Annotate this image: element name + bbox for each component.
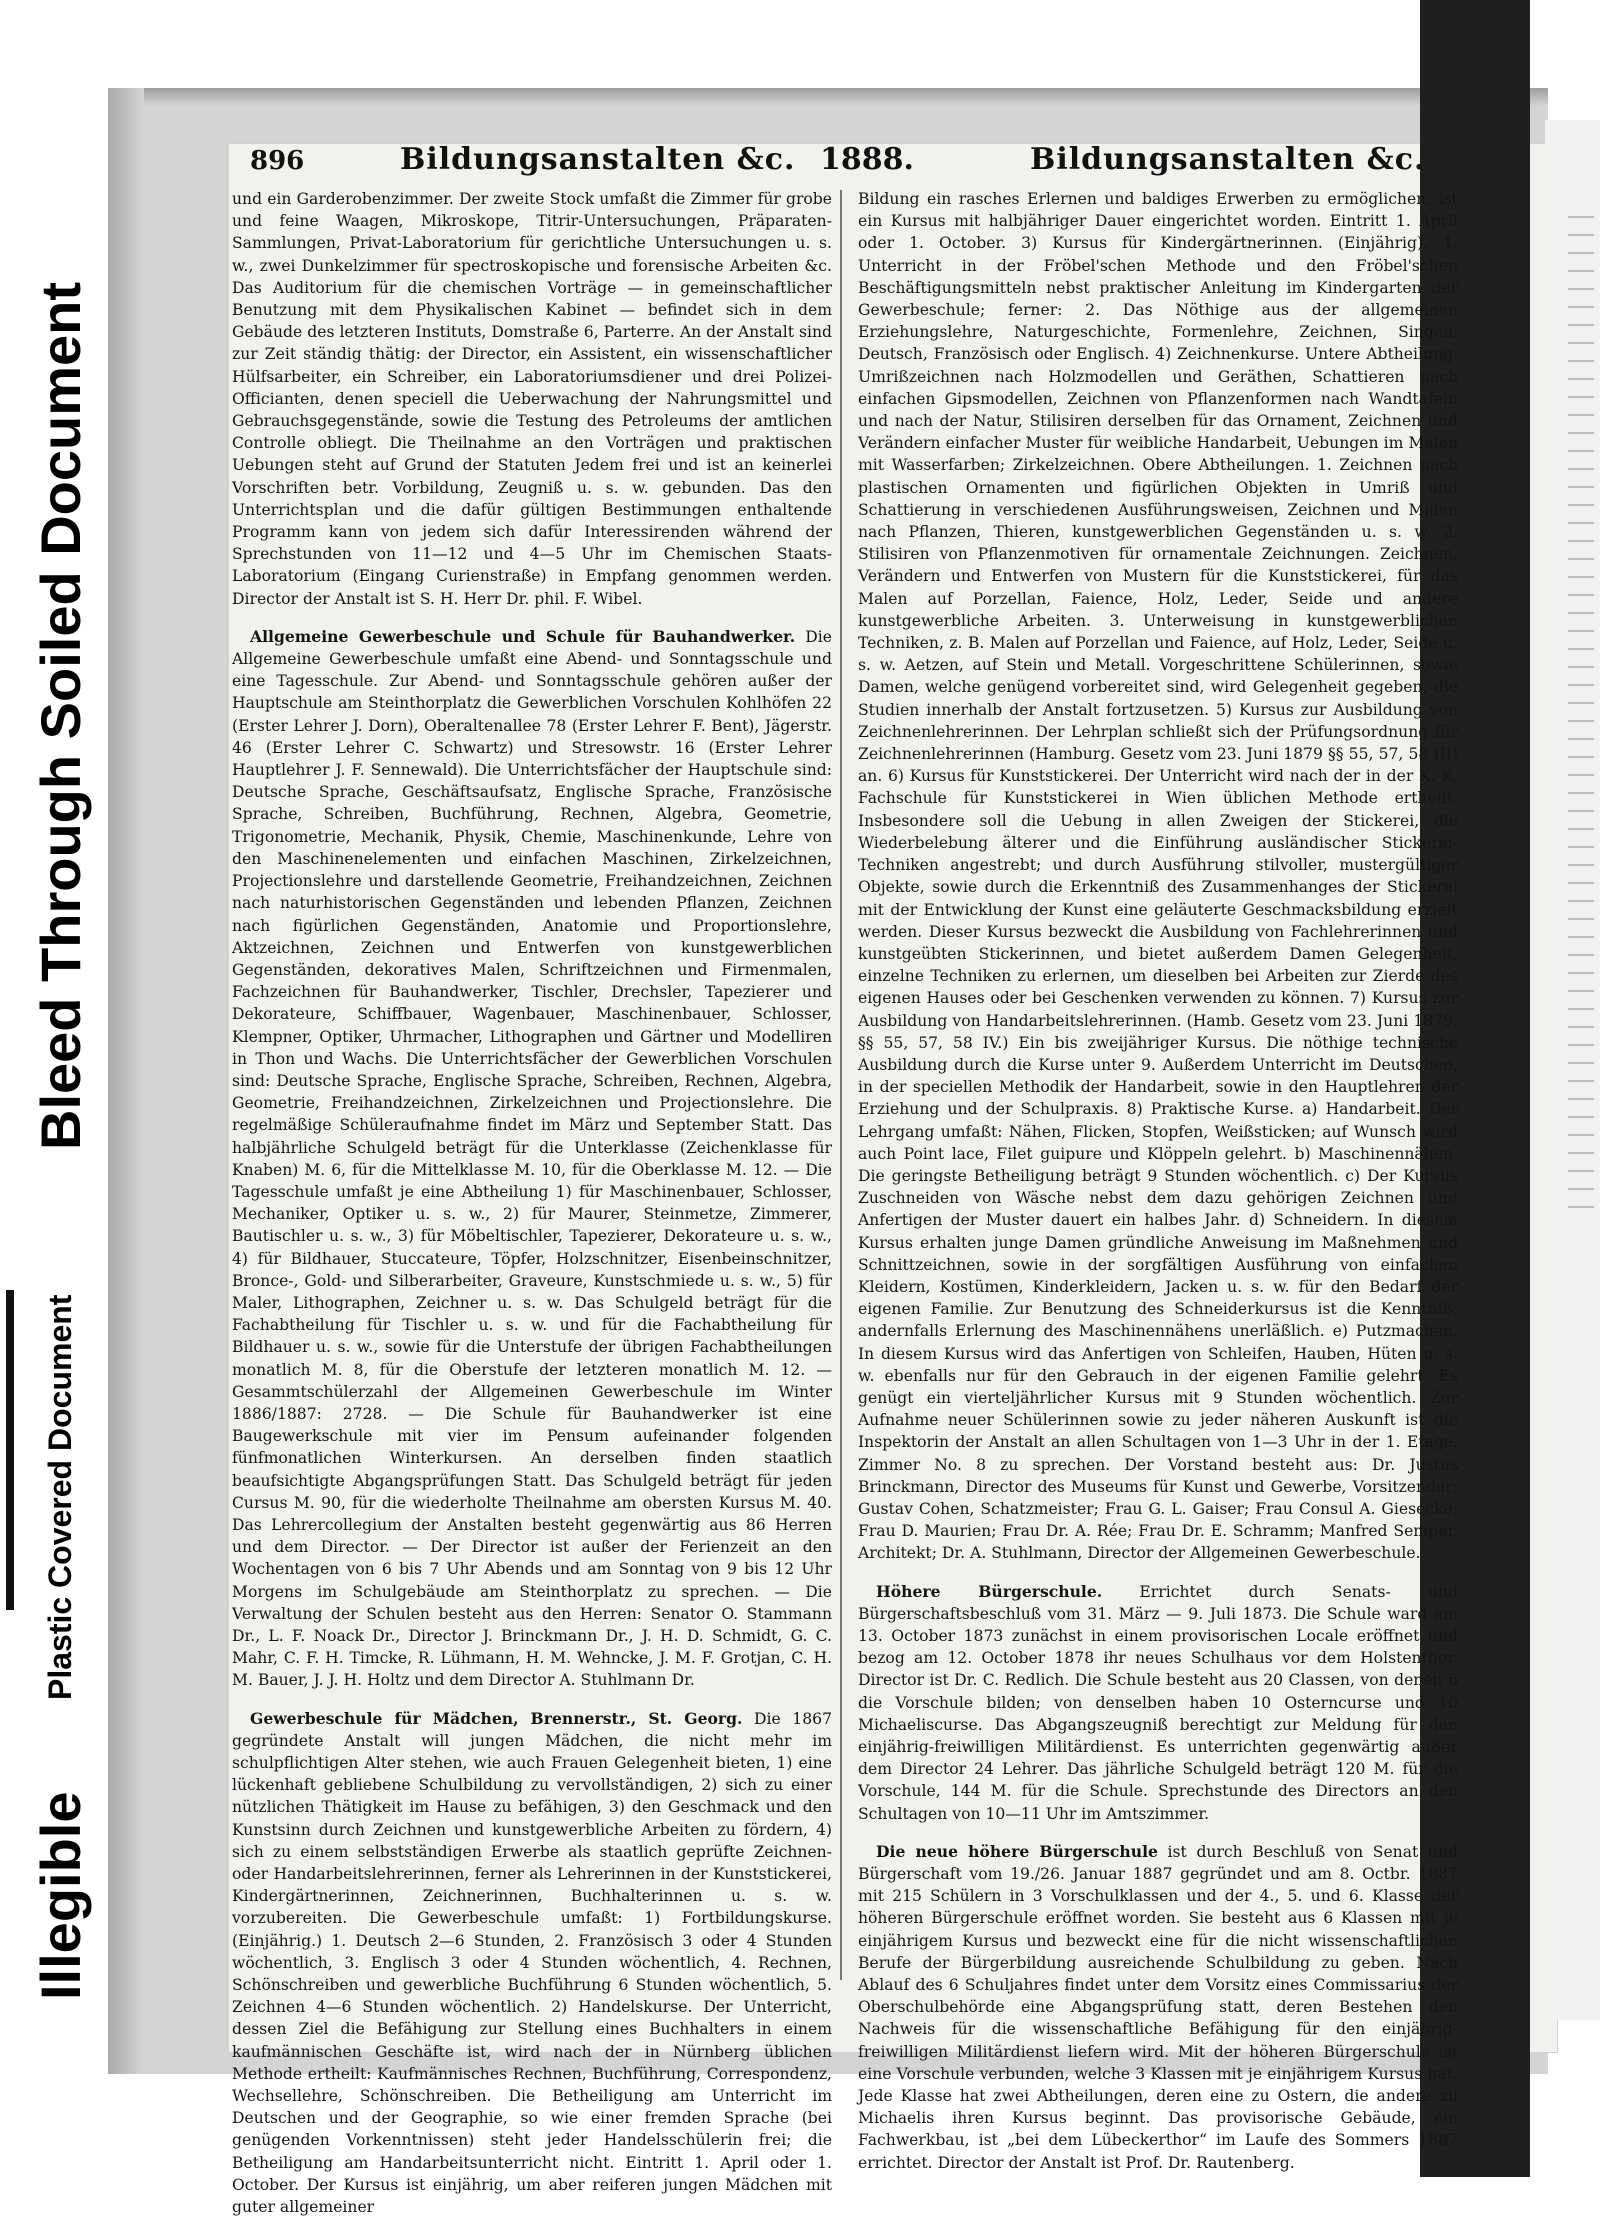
paragraph-body: ist durch Beschluß von Senat und Bürgerschaft vom 19./26. Januar 1887 gegründet und am 8. Octbr. 1887 mit 215 Schülern in 3 Vorschulklassen und der 4., 5. und 6. Klasse der höheren Bürgerschule eröffnet worden. Sie besteht aus 6 Klassen mit je einjährigem Kursus und bezweckt eine für die nicht wissenschaftlichen Berufe der Bürgerbildung ausreichende Schulbildung zu geben. Nach Ablauf des 6 Schuljahres findet unter dem Vorsitz eines Commissarius der Oberschulbehörde eine Abgangsprüfung statt, deren Bestehen den Nachweis für die wissenschaftliche Befähigung für den einjährig-freiwilligen Militärdienst liefern wird. Mit der höheren Bürgerschule ist eine Vorschule verbunden, welche 3 Klassen mit je einjährigem Kursus hat. Jede Klasse hat zwei Abtheilungen, deren eine zu Ostern, die andere zu Michaelis ihren Kursus beginnt. Das provisorische Gebäude, ein Fachwerkbau, ist „bei dem Lübeckerthor“ im Laufe des Sommers 1887 errichtet. Director der Anstalt ist Prof. Dr. Rautenberg. (858, 1842, 1458, 2172)
page-year: 1888. (820, 142, 914, 177)
text-paragraph (858, 1841, 1458, 2174)
section-heading: Die neue höhere Bürgerschule (876, 1841, 1158, 1861)
column-divider (840, 190, 842, 1980)
left-text-column (232, 188, 832, 2217)
paragraph-body: und ein Garderobenzimmer. Der zweite Stock umfaßt die Zimmer für grobe und feine Waagen, Mikroskope, Titrir-Untersuchungen, Präparaten-Sammlungen, Privat-Laboratorium für gerichtliche Untersuchungen u. s. w., zwei Dunkelzimmer für spectroskopische und forensische Arbeiten &c. Das Auditorium für die chemischen Vorträge — in gemeinschaftlicher Benutzung mit dem Physikalischen Kabinet — befindet sich in dem Gebäude des letzteren Instituts, Domstraße 6, Parterre. An der Anstalt sind zur Zeit ständig thätig: der Director, ein Assistent, ein wissenschaftlicher Hülfsarbeiter, ein Schreiber, ein Laboratoriumsdiener und drei Polizei-Officianten, denen speciell die Ueberwachung der Nahrungsmittel und Gebrauchsgegenstände, sowie die Testung des Petroleums der amtlichen Controlle obliegt. Die Theilnahme an den Vorträgen und praktischen Uebungen steht auf Grund der Statuten Jedem frei und ist an keinerlei Vorschriften betr. Vorbildung, Zeugniß u. s. w. gebunden. Das den Unterrichtsplan und die dafür gültigen Bestimmungen enthaltende Programm kann von jedem sich dafür Interessirenden während der Sprechstunden von 11—12 und 4—5 Uhr im Chemischen Staats-Laboratorium (Eingang Curienstraße) in Empfang genommen werden. Director der Anstalt ist S. H. Herr Dr. phil. F. Wibel. (232, 190, 832, 608)
section-heading: Höhere Bürgerschule. (876, 1581, 1103, 1601)
adjacent-page-text-trace (1568, 210, 1594, 1210)
paragraph-body: Bildung ein rasches Erlernen und baldiges Erwerben zu ermöglichen, ist ein Kursus mit halbjähriger Dauer eingerichtet worden. Eintritt 1. April oder 1. October. 3) Kursus für Kindergärtnerinnen. (Einjährig). 1. Unterricht in der Fröbel'schen Methode und den Fröbel'schen Beschäftigungsmitteln nebst praktischer Anleitung im Kindergarten der Gewerbeschule; ferner: 2. Das Nöthige aus der allgemeinen Erziehungslehre, Naturgeschichte, Formenlehre, Zeichnen, Singen, Deutsch, Französisch oder Englisch. 4) Zeichnenkurse. Untere Abtheilung. Umrißzeichnen nach Holzmodellen und Geräthen, Schattieren nach einfachen Gipsmodellen, Zeichnen von Pflanzenformen nach Wandtafeln und nach der Natur, Stilisiren derselben für das Ornament, Zeichnen und Verändern einfacher Muster für weibliche Handarbeit, Uebungen im Malen mit Wasserfarben; Zirkelzeichnen. Obere Abtheilungen. 1. Zeichnen nach plastischen Ornamenten und figürlichen Objekten in Umriß und Schattierung in verschiedenen Ausführungsweisen, Zeichnen und Malen nach Pflanzen, Thieren, kunstgewerblichen Gegenständen u. s. w. 2. Stilisiren von Pflanzenmotiven für ornamentale Zeichnungen. Zeichnen, Verändern und Entwerfen von Mustern für die Kunststickerei, für das Malen auf Porzellan, Faience, Holz, Leder, Seide und andere kunstgewerbliche Arbeiten. 3. Unterweisung in kunstgewerblichen Techniken, z. B. Malen auf Porzellan und Faience, auf Holz, Leder, Seide u. s. w. Aetzen, auf Stein und Metall. Vorgeschrittene Schülerinnen, sowie Damen, welche genügend vorbereitet sind, wird Gelegenheit gegeben, die Studien innerhalb der Anstalt fortzusetzen. 5) Kursus zur Ausbildung von Zeichnenlehrerinnen. Der Lehrplan schließt sich der Prüfungsordnung für Zeichnenlehrerinnen (Hamburg. Gesetz vom 23. Juni 1879 §§ 55, 57, 58 III) an. 6) Kursus für Kunststickerei. Der Unterricht wird nach der in der K. K. Fachschule für Kunststickerei in Wien üblichen Methode ertheilt. Insbesondere soll die Uebung in allen Zweigen der Stickerei, die Wiederbelebung älterer und die Einführung ausländischer Stickerei-Techniken angestrebt; und durch Ausführung stilvoller, mustergültiger Objekte, sowie durch die Erkenntniß des Zusammenhanges der Stickerei mit der Entwicklung der Kunst eine geläuterte Geschmacksbildung erzielt werden. Dieser Kursus bezweckt die Ausbildung von Fachlehrerinnen und kunstgeübten Stickerinnen, und bietet außerdem Damen Gelegenheit, einzelne Techniken zu erlernen, um dieselben bei Arbeiten zur Zierde des eigenen Hauses oder bei Geschenken verwenden zu können. 7) Kursus zur Ausbildung von Handarbeitslehrerinnen. (Hamb. Gesetz vom 23. Juni 1879, §§ 55, 57, 58 IV.) Ein bis zweijähriger Kursus. Die nöthige technische Ausbildung durch die Kurse unter 9. Außerdem Unterricht im Deutschen, in der speciellen Methodik der Handarbeit, sowie in den Hauptlehren der Erziehung und der Schulpraxis. 8) Praktische Kurse. a) Handarbeit. Der Lehrgang umfaßt: Nähen, Flicken, Stopfen, Weißsticken; auf Wunsch wird auch Point lace, Filet guipure und Klöppeln gelehrt. b) Maschinennähen. Die geringste Betheiligung beträgt 9 Stunden wöchentlich. c) Der Kursus Zuschneiden von Wäsche nebst dem dazu gehörigen Zeichnen und Anfertigen der Muster dauert ein halbes Jahr. d) Schneidern. In diesem Kursus erhalten junge Damen gründliche Anweisung im Maßnehmen und Schnittzeichnen, sowie in der sorgfältigen Ausführung von einfachen Kleidern, Kostümen, Kinderkleidern, Jacken u. s. w. für den Bedarf der eigenen Familie. Zur Benutzung des Schneiderkursus ist die Kenntniß, andernfalls Erlernung des Maschinennähens unerläßlich. e) Putzmachen. In diesem Kursus wird das Anfertigen von Schleifen, Hauben, Hüten u. s. w. ebenfalls nur für den Gebrauch in der eigenen Familie gelehrt. Es genügt ein vierteljährlicher Kursus mit 9 Stunden wöchentlich. Zur Aufnahme neuer Schülerinnen sowie zu jeder näheren Auskunft ist die Inspektorin der Anstalt an allen Schultagen von 1—3 Uhr in der 1. Etage, Zimmer No. 8 zu sprechen. Der Vorstand besteht aus: Dr. Justus Brinckmann, Director des Museums für Kunst und Gewerbe, Vorsitzender; Gustav Cohen, Schatzmeister; Frau G. L. Gaiser; Frau Consul A. Giesecke; Frau D. Maurien; Frau Dr. A. Rée; Frau Dr. E. Schramm; Manfred Semper, Architekt; Dr. A. Stuhlmann, Director der Allgemeinen Gewerbeschule. (858, 190, 1458, 1563)
paragraph-body: Die Allgemeine Gewerbeschule umfaßt eine Abend- und Sonntagsschule und eine Tagesschule. Zur Abend- und Sonntagsschule gehören außer der Hauptschule am Steinthorplatz die Gewerblichen Vorschulen Kohlhöfen 22 (Erster Lehrer J. Dorn), Oberaltenallee 78 (Erster Lehrer F. Bent), Jägerstr. 46 (Erster Lehrer C. Schwartz) und Stresowstr. 16 (Erster Lehrer Hauptlehrer J. F. Sennewald). Die Unterrichtsfächer der Hauptschule sind: Deutsche Sprache, Geschäftsaufsatz, Englische Sprache, Französische Sprache, Schreiben, Buchführung, Rechnen, Algebra, Geometrie, Trigonometrie, Mechanik, Physik, Chemie, Maschinenkunde, Lehre von den Maschinenelementen und einfachen Maschinen, Zirkelzeichnen, Projectionslehre und darstellende Geometrie, Freihandzeichnen, Zeichnen nach naturhistorischen Gegenständen und lebenden Pflanzen, Zeichnen nach figürlichen Gegenständen, Anatomie und Proportionslehre, Aktzeichnen, Zeichnen und Entwerfen von kunstgewerblichen Gegenständen, dekoratives Malen, Schriftzeichnen und Firmenmalen, Fachzeichnen für Bauhandwerker, Tischler, Drechsler, Tapezierer und Dekorateure, Schiffbauer, Wagenbauer, Maschinenbauer, Schlosser, Klempner, Optiker, Uhrmacher, Lithographen und Gärtner und Modelliren in Thon und Wachs. Die Unterrichtsfächer der Gewerblichen Vorschulen sind: Deutsche Sprache, Englische Sprache, Schreiben, Rechnen, Algebra, Geometrie, Freihandzeichnen, Zirkelzeichnen und Projectionslehre. Die regelmäßige Schüleraufnahme findet im März und September Statt. Das halbjährliche Schulgeld beträgt für die Unterklasse (Zeichenklasse für Knaben) M. 6, für die Mittelklasse M. 10, für die Oberklasse M. 12. — Die Tagesschule umfaßt je eine Abtheilung 1) für Maschinenbauer, Schlosser, Mechaniker, Optiker u. s. w., 2) für Maurer, Steinmetze, Zimmerer, Bautischler u. s. w., 3) für Möbeltischler, Tapezierer, Dekorateure u. s. w., 4) für Bildhauer, Stuccateure, Töpfer, Holzschnitzer, Eisenbeinschnitzer, Bronce-, Gold- und Silberarbeiter, Graveure, Kunstschmiede u. s. w., 5) für Maler, Lithographen, Zeichner u. s. w. Das Schulgeld beträgt für die Fachabtheilung für Tischler u. s. w. und für die Fachabtheilung für Bildhauer u. s. w., sowie für die Unterstufe der übrigen Fachabtheilungen monatlich M. 8, für die Oberstufe der letzteren monatlich M. 12. — Gesammtschülerzahl der Allgemeinen Gewerbeschule im Winter 1886/1887: 2728. — Die Schule für Bauhandwerker ist eine Baugewerkschule mit vier im Pensum aufeinander folgenden fünfmonatlichen Winterkursen. An derselben finden staatlich beaufsichtigte Abgangsprüfungen Statt. Das Schulgeld beträgt für jeden Cursus M. 90, für die wiederholte Theilnahme am obersten Kursus M. 40. Das Lehrercollegium der Anstalten besteht gegenwärtig aus 86 Herren und dem Director. — Der Director ist außer der Ferienzeit an den Wochentagen von 6 bis 7 Uhr Abends und am Sonntag von 9 bis 12 Uhr Morgens im Schulgebäude am Steinthorplatz zu sprechen. — Die Verwaltung der Schulen besteht aus den Herren: Senator O. Stammann Dr., L. F. Noack Dr., Director J. Brinckmann Dr., J. H. D. Schmidt, G. C. Mahr, C. F. H. Timcke, R. Lühmann, H. M. Wehncke, J. M. F. Grotjan, C. H. M. Bauer, J. J. H. Holtz und dem Director A. Stuhlmann Dr. (232, 627, 832, 1690)
paragraph-gap (232, 610, 832, 626)
right-text-column (858, 188, 1458, 2172)
bleed-through-stamp: Bleed Through Soiled Document (29, 281, 92, 1150)
paragraph-gap (858, 1825, 1458, 1841)
edge-mark (6, 1290, 14, 1610)
running-title-left: Bildungsanstalten &c. (400, 142, 796, 177)
paragraph-gap (858, 1565, 1458, 1581)
paragraph-body: Errichtet durch Senats- und Bürgerschaftsbeschluß vom 31. März — 9. Juli 1873. Die Schule ward am 13. October 1873 zunächst in einem provisorischen Locale eröffnet und bezog am 12. October 1878 ihr neues Schulhaus vor dem Holstenthor. Director ist Dr. C. Redlich. Die Schule besteht aus 20 Classen, von denen 6 die Vorschule bilden; von denselben haben 10 Osterncurse und 10 Michaeliscurse. Das Abgangszeugniß berechtigt zur Meldung für den einjährig-freiwilligen Militärdienst. Es unterrichten gegenwärtig außer dem Director 24 Lehrer. Das jährliche Schulgeld beträgt 120 M. für die Vorschule, 144 M. für die Schule. Sprechstunde des Directors an den Schultagen von 10—11 Uhr im Amtszimmer. (858, 1582, 1458, 1823)
plastic-covered-stamp: Plastic Covered Document (42, 1294, 78, 1700)
text-paragraph (232, 1708, 832, 2218)
text-paragraph (858, 1581, 1458, 1825)
illegible-stamp: Illegible (29, 1791, 92, 2000)
page-shadow-left (108, 88, 144, 2074)
running-title-right: Bildungsanstalten &c. (1030, 142, 1426, 177)
page-shadow-top (108, 88, 1548, 106)
section-heading: Allgemeine Gewerbeschule und Schule für Bauhandwerker. (250, 626, 796, 646)
page-header (250, 142, 1480, 182)
section-heading: Gewerbeschule für Mädchen, Brennerstr., St. Georg. (250, 1708, 743, 1728)
text-paragraph (858, 188, 1458, 1565)
page-number: 896 (250, 146, 305, 176)
text-paragraph (232, 626, 832, 1692)
text-paragraph (232, 188, 832, 610)
side-stamp-strip (0, 0, 110, 2177)
paragraph-body: Die 1867 gegründete Anstalt will jungen Mädchen, die nicht mehr im schulpflichtigen Alter stehen, wie auch Frauen Gelegenheit bieten, 1) eine lückenhaft gebliebene Schulbildung zu vervollständigen, 2) sich zu einer nützlichen Thätigkeit im Hause zu befähigen, 3) den Geschmack und den Kunstsinn durch Zeichnen und kunstgewerbliche Arbeiten zu fördern, 4) sich zu einem selbstständigen Erwerbe als staatlich geprüfte Zeichnen- oder Handarbeitslehrerinnen, ferner als Lehrerinnen in der Kunststickerei, Kindergärtnerinnen, Zeichnerinnen, Buchhalterinnen u. s. w. vorzubereiten. Die Gewerbeschule umfaßt: 1) Fortbildungskurse. (Einjährig.) 1. Deutsch 2—6 Stunden, 2. Französisch 3 oder 4 Stunden wöchentlich, 3. Englisch 3 oder 4 Stunden wöchentlich, 4. Rechnen, Schönschreiben und gewerbliche Buchführung 6 Stunden wöchentlich, 5. Zeichnen 4—6 Stunden wöchentlich. 2) Handelskurse. Der Unterricht, dessen Ziel die Befähigung zur Stellung eines Buchhalters in einem kaufmännischen Geschäfte ist, wird nach der in Nürnberg üblichen Methode ertheilt: Kaufmännisches Rechnen, Buchführung, Correspondenz, Wechsellehre, Schönschreiben. Die Betheiligung am Unterricht im Deutschen und der Geographie, so wie einer fremden Sprache (bei genügenden Vorkenntnissen) steht jeder Handelsschülerin frei; die Betheiligung am Handarbeitsunterricht nicht. Eintritt 1. April oder 1. October. Der Kursus ist einjährig, um aber reiferen jungen Mädchen mit guter allgemeiner (232, 1709, 832, 2217)
paragraph-gap (232, 1692, 832, 1708)
